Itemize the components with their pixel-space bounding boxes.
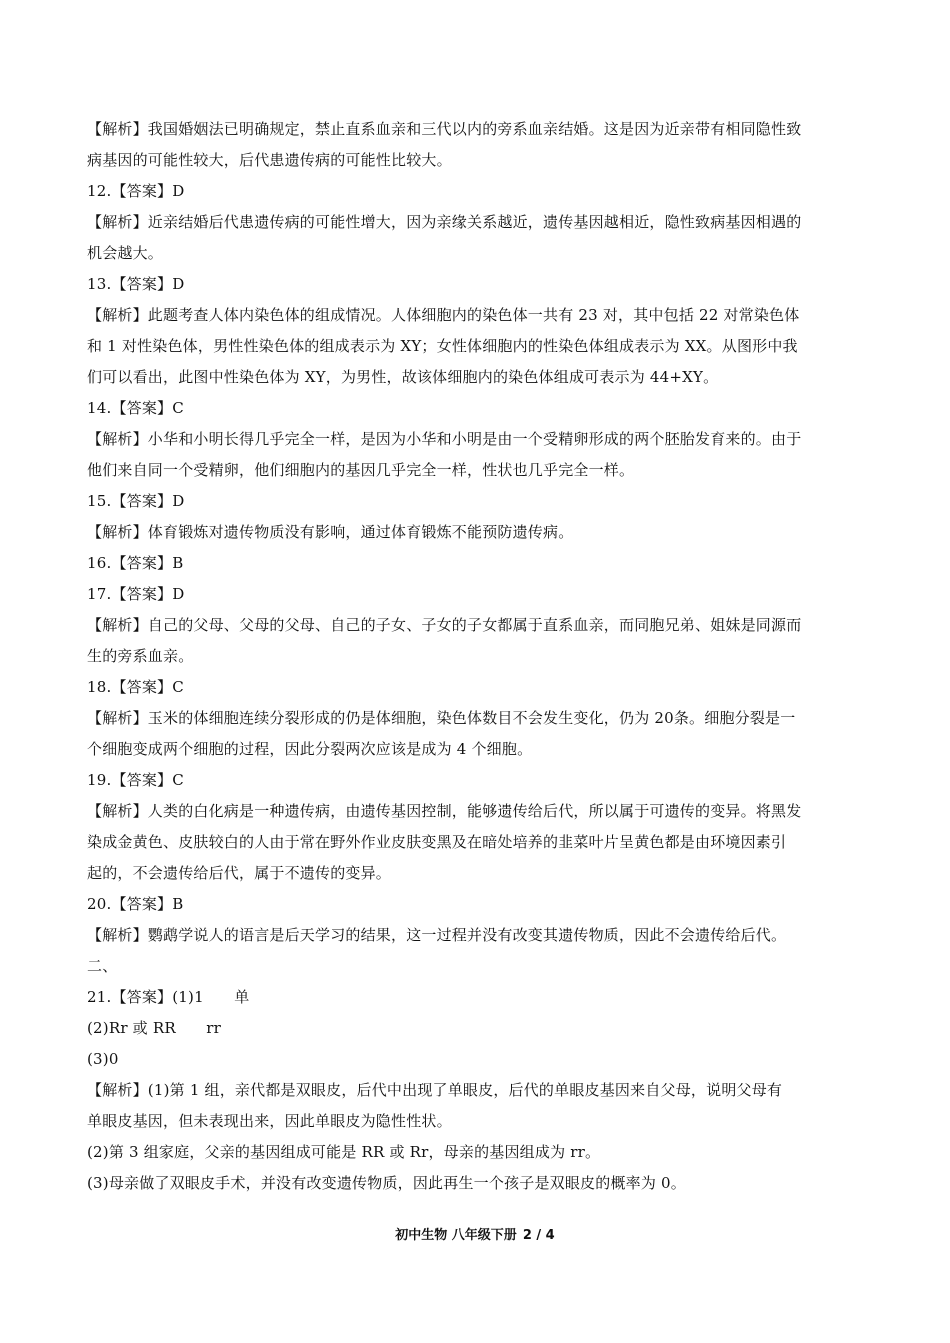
- text-line: 染成金黄色、皮肤较白的人由于常在野外作业皮肤变黑及在暗处培养的韭菜叶片呈黄色都是由环境因素引: [87, 833, 787, 851]
- page-footer: [0, 1224, 950, 1243]
- text-line: (3)母亲做了双眼皮手术，并没有改变遗传物质，因此再生一个孩子是双眼皮的概率为 0。: [87, 1174, 686, 1192]
- text-line: 【解析】此题考查人体内染色体的组成情况。人体细胞内的染色体一共有 23 对，其中包括 22 对常染色体: [87, 306, 800, 324]
- text-line: 【解析】(1)第 1 组，亲代都是双眼皮，后代中出现了单眼皮，后代的单眼皮基因来自父母，说明父母有: [87, 1081, 783, 1099]
- text-line: 机会越大。: [87, 244, 164, 262]
- footer-title: 初中生物 八年级下册: [395, 1228, 517, 1243]
- answer-line: 21.【答案】(1)1 单: [87, 988, 250, 1006]
- text-line: (2)Rr 或 RR rr: [87, 1019, 221, 1037]
- text-line: 【解析】体育锻炼对遗传物质没有影响，通过体育锻炼不能预防遗传病。: [87, 523, 574, 541]
- text-line: (2)第 3 组家庭，父亲的基因组成可能是 RR 或 Rr，母亲的基因组成为 rr。: [87, 1143, 601, 1161]
- text-line: 【解析】人类的白化病是一种遗传病，由遗传基因控制，能够遗传给后代，所以属于可遗传的变异。将黑发: [87, 802, 802, 820]
- text-line: 【解析】我国婚姻法已明确规定，禁止直系血亲和三代以内的旁系血亲结婚。这是因为近亲带有相同隐性致: [87, 120, 802, 138]
- text-line: 【解析】近亲结婚后代患遗传病的可能性增大，因为亲缘关系越近，遗传基因越相近，隐性致病基因相遇的: [87, 213, 802, 231]
- text-line: (3)0: [87, 1050, 119, 1068]
- document-body: [87, 114, 877, 1199]
- page-number: 2 / 4: [522, 1228, 555, 1243]
- section-heading: 二、: [87, 957, 118, 975]
- answer-line: 17.【答案】D: [87, 585, 185, 603]
- answer-line: 16.【答案】B: [87, 554, 184, 572]
- answer-line: 19.【答案】C: [87, 771, 184, 789]
- text-line: 个细胞变成两个细胞的过程，因此分裂两次应该是成为 4 个细胞。: [87, 740, 533, 758]
- text-line: 【解析】鹦鹉学说人的语言是后天学习的结果，这一过程并没有改变其遗传物质，因此不会遗传给后代。: [87, 926, 787, 944]
- text-line: 【解析】玉米的体细胞连续分裂形成的仍是体细胞，染色体数目不会发生变化，仍为 20条。细胞分裂是一: [87, 709, 796, 727]
- text-line: 病基因的可能性较大，后代患遗传病的可能性比较大。: [87, 151, 452, 169]
- answer-line: 13.【答案】D: [87, 275, 185, 293]
- text-line: 和 1 对性染色体，男性性染色体的组成表示为 XY；女性体细胞内的性染色体组成表示为 XX。从图形中我: [87, 337, 798, 355]
- text-line: 【解析】自己的父母、父母的父母、自己的子女、子女的子女都属于直系血亲，而同胞兄弟、姐妹是同源而: [87, 616, 802, 634]
- text-line: 【解析】小华和小明长得几乎完全一样，是因为小华和小明是由一个受精卵形成的两个胚胎发育来的。由于: [87, 430, 802, 448]
- answer-line: 15.【答案】D: [87, 492, 185, 510]
- answer-line: 20.【答案】B: [87, 895, 184, 913]
- answer-line: 18.【答案】C: [87, 678, 184, 696]
- answer-line: 14.【答案】C: [87, 399, 184, 417]
- text-line: 单眼皮基因，但未表现出来，因此单眼皮为隐性性状。: [87, 1112, 452, 1130]
- answer-line: 12.【答案】D: [87, 182, 185, 200]
- text-line: 们可以看出，此图中性染色体为 XY，为男性，故该体细胞内的染色体组成可表示为 44+XY。: [87, 368, 719, 386]
- text-line: 起的，不会遗传给后代，属于不遗传的变异。: [87, 864, 392, 882]
- text-line: 生的旁系血亲。: [87, 647, 194, 665]
- text-line: 他们来自同一个受精卵，他们细胞内的基因几乎完全一样，性状也几乎完全一样。: [87, 461, 635, 479]
